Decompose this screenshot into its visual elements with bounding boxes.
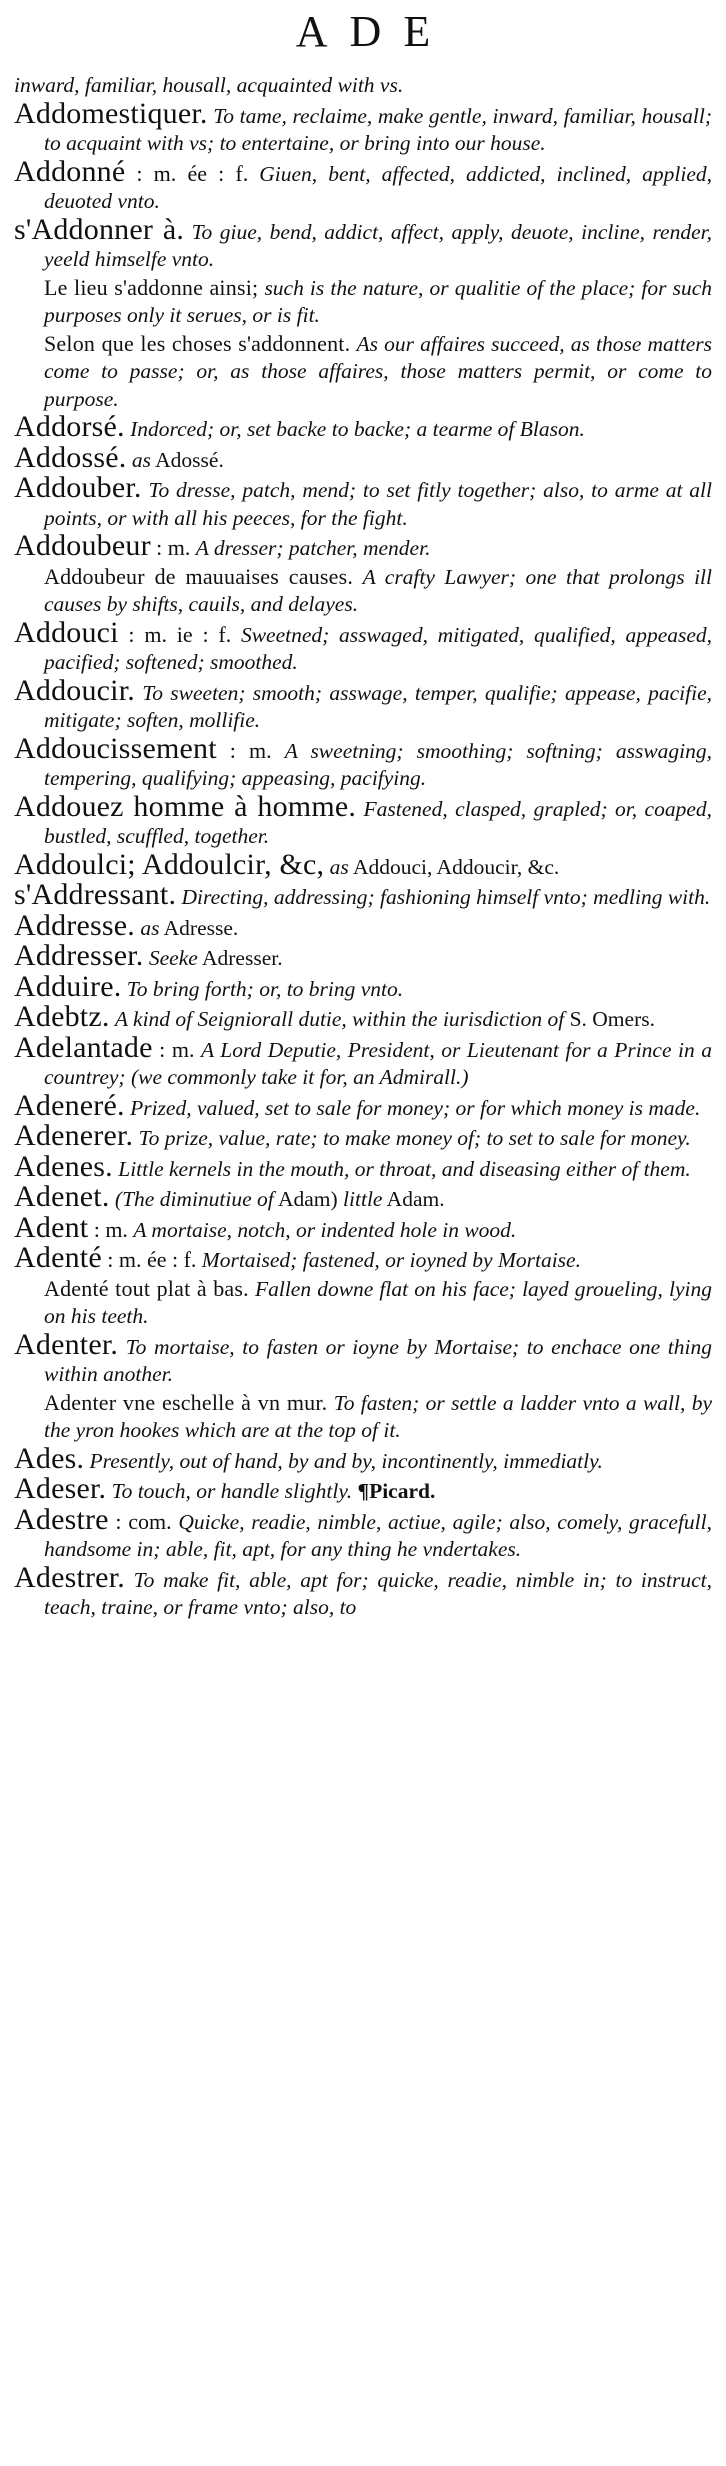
dictionary-entry: [14, 847, 712, 882]
headword: Selon que les choses s'addonnent.: [44, 330, 351, 356]
dictionary-entry: [14, 878, 712, 912]
headword: Addoulci; Addoulcir, &c,: [14, 847, 325, 881]
headword: Adelantade: [14, 1030, 153, 1064]
headword: Addresser.: [14, 939, 144, 972]
cross-reference: Adresser.: [201, 946, 283, 970]
definition: such is the nature, or qualitie of the place; for such purposes only it serues, or is fit.: [44, 275, 713, 327]
sub-entry: [14, 330, 712, 414]
definition: To dresse, patch, mend; to set fitly together; also, to arme at all points, or with all his peeces, for the fight.: [44, 478, 713, 530]
dictionary-entry: [14, 1088, 712, 1123]
dictionary-entry: [14, 1030, 713, 1092]
headword: Adestre: [14, 1502, 109, 1536]
definition: A kind of Seigniorall dutie, within the iurisdiction of: [114, 1007, 565, 1031]
dictionary-entry: [14, 212, 712, 274]
grammar-note: : m. ée : f.: [136, 160, 249, 186]
headword: Addoucissement: [14, 731, 217, 765]
sub-entry: [14, 1275, 712, 1331]
definition: A sweetning; smoothing; softning; asswaging, tempering, qualifying; appeasing, pacifying.: [44, 738, 713, 790]
definition: To tame, reclaime, make gentle, inward, familiar, housall; to acquaint with vs; to entertaine, or bring into our house.: [44, 103, 713, 155]
definition: As our affaires succeed, as those matters come to passe; or, as those affaires, those matters permit, or come to purpose.: [44, 331, 712, 411]
headword: Adeser.: [14, 1472, 107, 1505]
headword: Addoubeur: [14, 529, 151, 562]
headword: Ades.: [14, 1441, 85, 1475]
dictionary-entry: [14, 673, 712, 735]
dictionary-entry: [14, 908, 712, 943]
definition: A dresser; patcher, mender.: [195, 536, 431, 560]
headword: Adebtz.: [14, 1000, 110, 1033]
headword: Addouez homme à homme.: [14, 789, 357, 823]
headword: Adenté tout plat à bas.: [44, 1275, 249, 1301]
definition: Fallen downe flat on his face; layed groueling, lying on his teeth.: [44, 1276, 713, 1328]
headword: Addorsé.: [14, 410, 125, 443]
region-mark: ¶Picard.: [357, 1479, 436, 1503]
headword: Addouci: [14, 615, 119, 649]
definition: A mortaise, notch, or indented hole in wood.: [133, 1217, 517, 1242]
sub-entry: [14, 1389, 712, 1445]
headword: Adenté: [14, 1241, 102, 1274]
dictionary-entry: [14, 1000, 712, 1034]
definition: Mortaised; fastened, or ioyned by Mortaise.: [201, 1248, 581, 1272]
grammar-note: : m.: [229, 737, 272, 763]
definition: Sweetned; asswaged, mitigated, qualified, appeased, pacified; softened; smoothed.: [44, 622, 713, 674]
cross-reference: Adam): [277, 1187, 338, 1211]
headword: Addonné: [14, 154, 126, 188]
cross-reference: S. Omers.: [569, 1007, 655, 1031]
grammar-note: : com.: [115, 1508, 172, 1534]
dictionary-entry: [14, 529, 712, 563]
headword: s'Addressant.: [14, 878, 177, 911]
definition-continued: little: [343, 1187, 383, 1211]
dictionary-entry: [14, 731, 713, 793]
dictionary-entry: [14, 440, 712, 475]
dictionary-entry: [14, 154, 713, 216]
headword: Addoucir.: [14, 673, 135, 707]
dictionary-entry: [14, 1119, 712, 1153]
headword: Adenter vne eschelle à vn mur.: [44, 1389, 328, 1415]
cross-reference: Adresse.: [163, 915, 239, 940]
headword: Addossé.: [14, 440, 127, 474]
definition: as: [131, 447, 151, 472]
definition: Little kernels in the mouth, or throat, and diseasing either of them.: [118, 1156, 691, 1181]
definition: Quicke, readie, nimble, actiue, agile; also, comely, gracefull, handsome in; able, fit, apt, for any thing he vndertakes.: [44, 1509, 713, 1561]
sub-entry: [14, 274, 712, 330]
definition: inward, familiar, housall, acquainted with vs.: [14, 73, 404, 97]
dictionary-entry: [14, 1472, 712, 1506]
definition: A crafty Lawyer; one that prolongs ill causes by shifts, cauils, and delayes.: [44, 564, 712, 616]
dictionary-entry: [14, 1327, 713, 1389]
continued-entry: [14, 72, 712, 100]
headword: Addomestiquer.: [14, 96, 208, 130]
definition: Prized, valued, set to sale for money; or for which money is made.: [130, 1095, 701, 1120]
definition: Fastened, clasped, grapled; or, coaped, bustled, scuffled, together.: [44, 796, 713, 848]
dictionary-entry: [14, 1180, 712, 1214]
definition: To mortaise, to fasten or ioyne by Mortaise; to enchace one thing within another.: [44, 1334, 713, 1386]
entry-list: [14, 72, 712, 1622]
dictionary-entry: [14, 969, 712, 1004]
definition: To make fit, able, apt for; quicke, readie, nimble in; to instruct, teach, traine, or frame vnto; also, to: [44, 1567, 712, 1619]
headword: Adenerer.: [14, 1119, 134, 1152]
dictionary-entry: [14, 789, 713, 851]
headword: Adduire.: [14, 969, 122, 1003]
dictionary-entry: [14, 939, 712, 973]
definition: Giuen, bent, affected, addicted, inclined, applied, deuoted vnto.: [44, 161, 713, 213]
dictionary-entry: [14, 410, 712, 444]
definition: as: [140, 915, 160, 940]
dictionary-entry: [14, 615, 713, 677]
headword: Adenet.: [14, 1180, 110, 1213]
headword: Le lieu s'addonne ainsi;: [44, 274, 259, 300]
dictionary-entry: [14, 1210, 712, 1245]
definition: To bring forth; or, to bring vnto.: [126, 976, 404, 1001]
definition: (The diminutiue of: [114, 1187, 274, 1211]
headword: s'Addonner à.: [14, 212, 185, 246]
dictionary-entry: [14, 1441, 712, 1476]
headword: Adenter.: [14, 1327, 119, 1361]
grammar-note: : m.: [156, 535, 191, 560]
dictionary-entry: [14, 471, 713, 532]
sub-entry: [14, 563, 712, 619]
definition: To fasten; or settle a ladder vnto a wall, by the yron hookes which are at the top of it.: [44, 1390, 712, 1442]
dictionary-entry: [14, 1149, 712, 1184]
grammar-note: : m. ée : f.: [107, 1247, 197, 1272]
headword: Addoubeur de mauuaises causes.: [44, 563, 354, 589]
dictionary-entry: [14, 96, 713, 158]
grammar-note: : m.: [159, 1036, 195, 1062]
definition: To prize, value, rate; to make money of; to set to sale for money.: [138, 1126, 691, 1150]
headword: Adeneré.: [14, 1088, 125, 1122]
definition: To giue, bend, addict, affect, apply, deuote, incline, render, yeeld himselfe vnto.: [44, 219, 712, 271]
cross-reference: Adossé.: [155, 447, 224, 472]
definition: Presently, out of hand, by and by, incontinently, immediatly.: [89, 1448, 603, 1473]
headword: Adenes.: [14, 1149, 113, 1183]
headword: Addouber.: [14, 471, 142, 504]
dictionary-entry: [14, 1241, 712, 1275]
definition: Seeke: [148, 946, 198, 970]
definition: To sweeten; smooth; asswage, temper, qualifie; appease, pacifie, mitigate; soften, mollifie.: [44, 680, 712, 732]
definition: Directing, addressing; fashioning himself vnto; medling with.: [181, 885, 711, 909]
definition: A Lord Deputie, President, or Lieutenant for a Prince in a countrey; (we commonly take it for, an Admirall.): [44, 1037, 713, 1089]
dictionary-entry: [14, 1560, 712, 1622]
headword: Addresse.: [14, 908, 135, 942]
definition: Indorced; or, set backe to backe; a tearme of Blason.: [130, 417, 585, 441]
cross-reference-2: Adam.: [386, 1187, 445, 1211]
definition: To touch, or handle slightly.: [111, 1479, 353, 1503]
headword: Adestrer.: [14, 1560, 125, 1594]
grammar-note: : m.: [93, 1216, 128, 1242]
grammar-note: : m. ie : f.: [128, 621, 232, 647]
page-header: ADE: [295, 7, 453, 56]
dictionary-entry: [14, 1502, 713, 1564]
cross-reference: Addouci, Addoucir, &c.: [352, 854, 560, 879]
definition: as: [329, 854, 349, 879]
headword: Adent: [14, 1210, 89, 1244]
